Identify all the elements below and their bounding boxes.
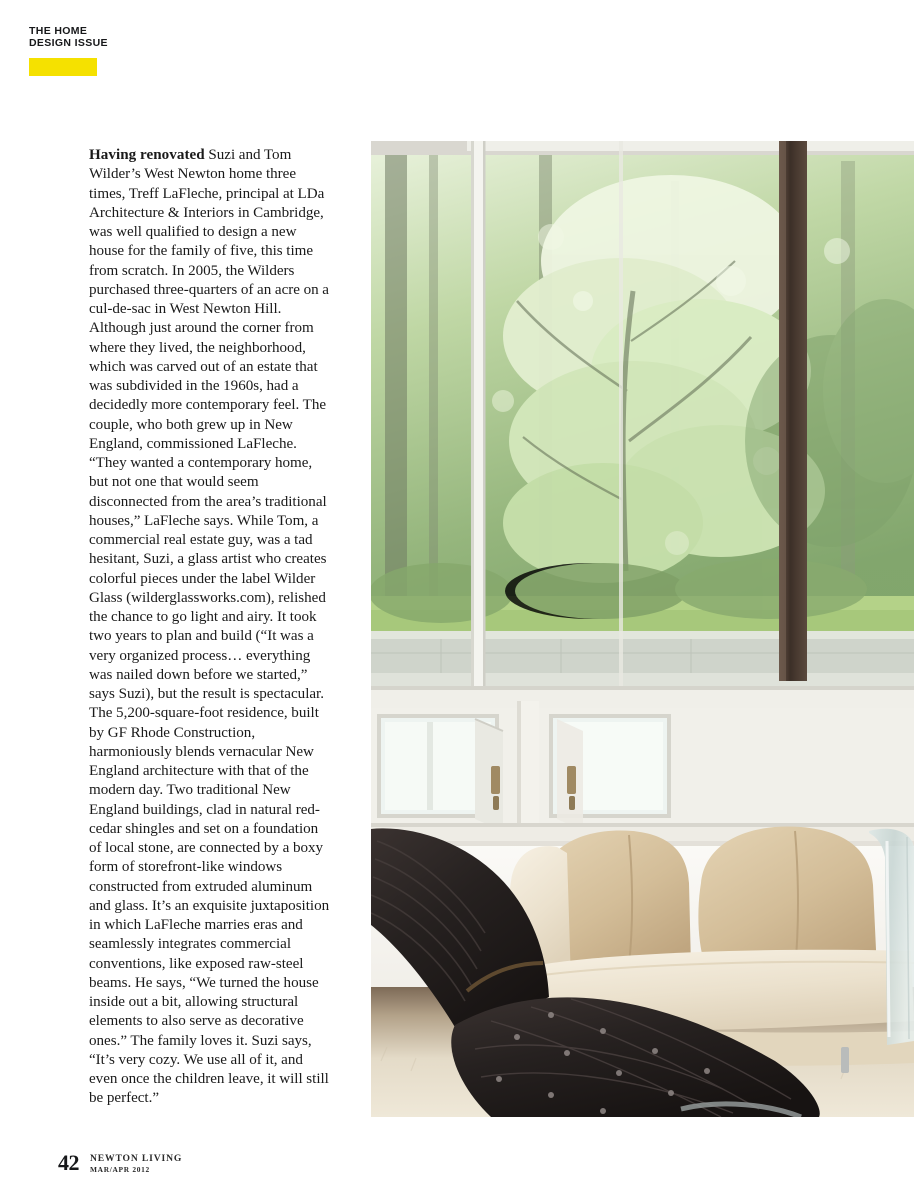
article-body	[89, 146, 332, 1109]
article-text-column	[89, 146, 332, 1109]
issue-tag-line-2: DESIGN ISSUE	[29, 37, 108, 50]
photo-illustration	[371, 141, 914, 1117]
article-body-text: Suzi and Tom Wilder’s West Newton home three times, Treff LaFleche, principal at LDa Architecture & Interiors in Cambridge, was well qualified to design a new house for the family of five, this time from scratch. In 2005, the Wilders purchased three-quarters of an acre on a cul-de-sac in West Newton Hill. Although just around the corner from where they lived, the neighborhood, which was carved out of an estate that was subdivided in the 1960s, had a decidedly more contemporary feel. The couple, who both grew up in New England, commissioned LaFleche. “They wanted a contemporary home, but not one that would seem disconnected from the area’s traditional houses,” LaFleche says. While Tom, a commercial real estate guy, was a tad hesitant, Suzi, a glass artist who creates colorful pieces under the label Wilder Glass (wilderglassworks.com), relished the chance to go light and airy. It took two years to plan and build (“It was a very organized process… everything was nailed down before we started,” says Suzi), but the result is spectacular. The 5,200-square-foot residence, built by GF Rhode Construction, harmoniously blends vernacular New England architecture with that of the modern day. Two traditional New England buildings, clad in natural red-cedar shingles and set on a foundation of local stone, are connected by a boxy form of storefront-like windows constructed from extruded aluminum and glass. It’s an exquisite juxtaposition in which LaFleche marries eras and seamlessly integrates commercial conventions, like exposed raw-steel beams. He says, “We turned the house inside out a bit, allowing structural elements to also serve as decorative ones.” The family loves it. Suzi says, “It’s very cozy. We use all of it, and even once the children leave, it will still be perfect.”	[89, 147, 330, 1107]
publication-name: NEWTON LIVING	[90, 1153, 183, 1164]
issue-color-swatch	[29, 58, 97, 76]
page-number: 42	[58, 1150, 79, 1175]
article-photo	[371, 141, 914, 1117]
folio-meta	[90, 1152, 182, 1174]
article-lead-in: Having renovated	[89, 147, 205, 163]
issue-tag	[29, 25, 149, 76]
issue-tag-line-1: THE HOME	[29, 25, 88, 37]
issue-date: MAR/APR 2012	[90, 1164, 150, 1174]
page-footer	[58, 1152, 182, 1174]
